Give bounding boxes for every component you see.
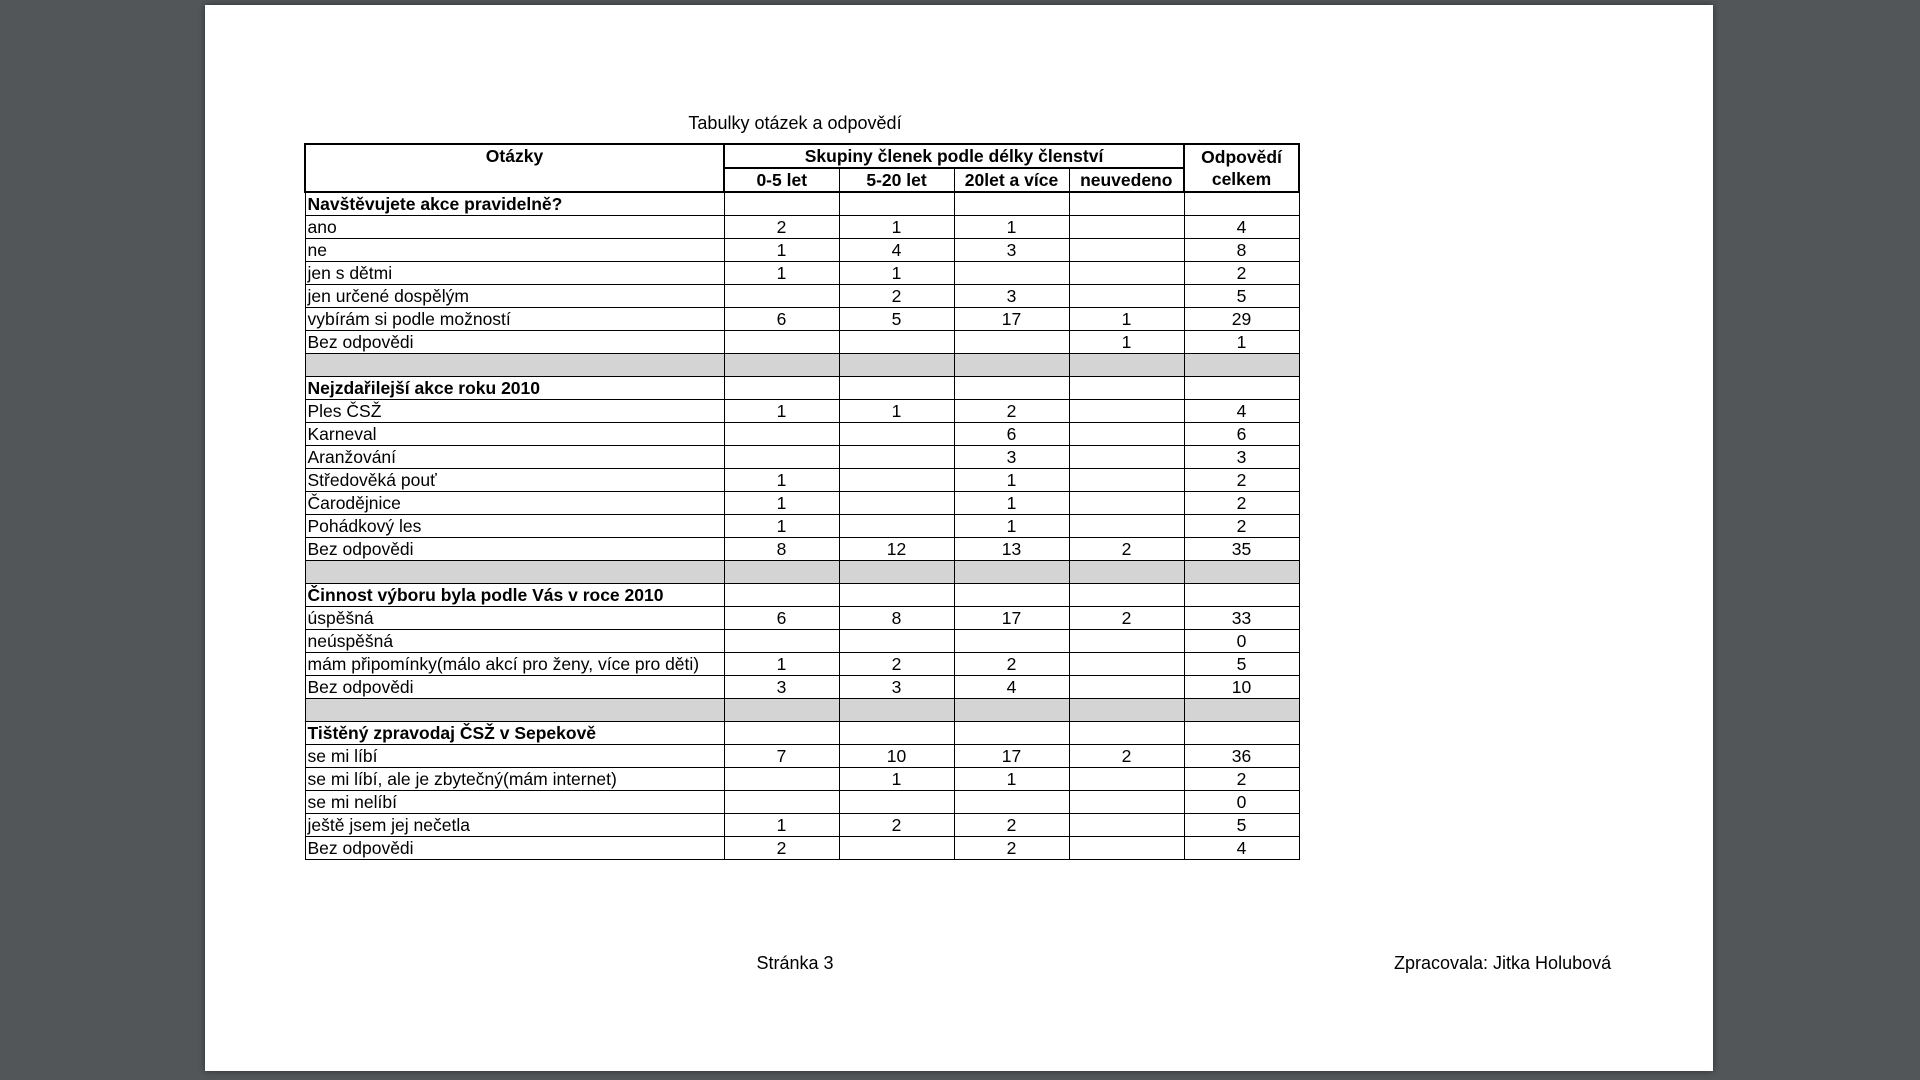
- count-cell: [724, 331, 839, 354]
- header-subgroup: 0-5 let: [724, 168, 839, 192]
- count-cell: [724, 446, 839, 469]
- count-cell: [1069, 492, 1184, 515]
- answer-label: jen určené dospělým: [305, 285, 724, 308]
- separator-cell: [305, 354, 724, 377]
- header-total: Odpovědí celkem: [1184, 144, 1299, 192]
- count-cell: 13: [954, 538, 1069, 561]
- table-row: [305, 308, 1299, 331]
- count-cell: 2: [954, 837, 1069, 860]
- table-row: [305, 607, 1299, 630]
- section-separator-row: [305, 561, 1299, 584]
- document-title: Tabulky otázek a odpovědí: [688, 113, 902, 133]
- answer-label: ano: [305, 216, 724, 239]
- answer-label: se mi líbí, ale je zbytečný(mám internet): [305, 768, 724, 791]
- empty-cell: [1069, 722, 1184, 745]
- count-cell: [1069, 285, 1184, 308]
- table-row: [305, 653, 1299, 676]
- empty-cell: [954, 722, 1069, 745]
- total-cell: 29: [1184, 308, 1299, 331]
- total-cell: 35: [1184, 538, 1299, 561]
- answer-label: Čarodějnice: [305, 492, 724, 515]
- section-title: Tištěný zpravodaj ČSŽ v Sepekově: [305, 722, 724, 745]
- count-cell: [1069, 515, 1184, 538]
- answer-label: úspěšná: [305, 607, 724, 630]
- total-cell: 33: [1184, 607, 1299, 630]
- section-title-row: [305, 192, 1299, 216]
- answer-label: ne: [305, 239, 724, 262]
- section-title: Činnost výboru byla podle Vás v roce 2010: [305, 584, 724, 607]
- count-cell: 1: [954, 469, 1069, 492]
- count-cell: [839, 837, 954, 860]
- total-cell: 4: [1184, 216, 1299, 239]
- table-row: [305, 262, 1299, 285]
- table-row: [305, 492, 1299, 515]
- count-cell: [1069, 469, 1184, 492]
- count-cell: 3: [954, 239, 1069, 262]
- answer-label: Bez odpovědi: [305, 331, 724, 354]
- table-row: [305, 469, 1299, 492]
- total-cell: 0: [1184, 791, 1299, 814]
- total-cell: 4: [1184, 400, 1299, 423]
- count-cell: [839, 630, 954, 653]
- total-cell: 3: [1184, 446, 1299, 469]
- answer-label: se mi líbí: [305, 745, 724, 768]
- count-cell: 12: [839, 538, 954, 561]
- count-cell: 4: [954, 676, 1069, 699]
- table-row: [305, 239, 1299, 262]
- empty-cell: [954, 192, 1069, 216]
- empty-cell: [839, 722, 954, 745]
- total-cell: 5: [1184, 653, 1299, 676]
- count-cell: 1: [1069, 308, 1184, 331]
- count-cell: [1069, 791, 1184, 814]
- table-row: [305, 630, 1299, 653]
- header-subgroup: 20let a více: [954, 168, 1069, 192]
- survey-table: [304, 143, 1300, 860]
- count-cell: [839, 515, 954, 538]
- empty-cell: [839, 377, 954, 400]
- count-cell: 2: [954, 814, 1069, 837]
- total-cell: 2: [1184, 515, 1299, 538]
- table-row: [305, 745, 1299, 768]
- count-cell: 2: [954, 400, 1069, 423]
- count-cell: 1: [954, 768, 1069, 791]
- empty-cell: [1184, 192, 1299, 216]
- answer-label: Pohádkový les: [305, 515, 724, 538]
- count-cell: [839, 446, 954, 469]
- total-cell: 36: [1184, 745, 1299, 768]
- count-cell: 17: [954, 745, 1069, 768]
- answer-label: neúspěšná: [305, 630, 724, 653]
- answer-label: jen s dětmi: [305, 262, 724, 285]
- count-cell: [839, 791, 954, 814]
- count-cell: [1069, 676, 1184, 699]
- total-cell: 4: [1184, 837, 1299, 860]
- count-cell: 1: [1069, 331, 1184, 354]
- table-row: [305, 400, 1299, 423]
- empty-cell: [724, 584, 839, 607]
- empty-cell: [1069, 584, 1184, 607]
- total-cell: 8: [1184, 239, 1299, 262]
- total-cell: 0: [1184, 630, 1299, 653]
- table-row: [305, 837, 1299, 860]
- answer-label: Bez odpovědi: [305, 837, 724, 860]
- separator-cell: [954, 354, 1069, 377]
- footer-page-number: Stránka 3: [756, 953, 834, 973]
- count-cell: [954, 262, 1069, 285]
- answer-label: ještě jsem jej nečetla: [305, 814, 724, 837]
- count-cell: 1: [954, 216, 1069, 239]
- count-cell: [724, 791, 839, 814]
- separator-cell: [954, 561, 1069, 584]
- document-page: [205, 5, 1713, 1071]
- count-cell: [954, 630, 1069, 653]
- answer-label: Bez odpovědi: [305, 676, 724, 699]
- count-cell: 2: [839, 814, 954, 837]
- count-cell: 1: [839, 768, 954, 791]
- table-row: [305, 538, 1299, 561]
- answer-label: mám připomínky(málo akcí pro ženy, více pro děti): [305, 653, 724, 676]
- count-cell: 1: [954, 515, 1069, 538]
- separator-cell: [839, 561, 954, 584]
- section-title-row: [305, 377, 1299, 400]
- separator-cell: [724, 561, 839, 584]
- total-cell: 2: [1184, 768, 1299, 791]
- count-cell: 2: [724, 837, 839, 860]
- answer-label: vybírám si podle možností: [305, 308, 724, 331]
- count-cell: 1: [724, 814, 839, 837]
- answer-label: se mi nelíbí: [305, 791, 724, 814]
- count-cell: [724, 768, 839, 791]
- table-row: [305, 216, 1299, 239]
- count-cell: 8: [839, 607, 954, 630]
- count-cell: 5: [839, 308, 954, 331]
- count-cell: 3: [839, 676, 954, 699]
- empty-cell: [1184, 722, 1299, 745]
- empty-cell: [839, 584, 954, 607]
- count-cell: 1: [724, 400, 839, 423]
- count-cell: 4: [839, 239, 954, 262]
- total-cell: 2: [1184, 469, 1299, 492]
- answer-label: Bez odpovědi: [305, 538, 724, 561]
- table-row: [305, 791, 1299, 814]
- table-row: [305, 676, 1299, 699]
- survey-table-body: [305, 192, 1299, 860]
- count-cell: 1: [724, 515, 839, 538]
- answer-label: Karneval: [305, 423, 724, 446]
- count-cell: 10: [839, 745, 954, 768]
- count-cell: [954, 791, 1069, 814]
- empty-cell: [724, 377, 839, 400]
- count-cell: 3: [954, 285, 1069, 308]
- empty-cell: [724, 722, 839, 745]
- count-cell: [1069, 239, 1184, 262]
- table-row: [305, 768, 1299, 791]
- count-cell: 6: [724, 308, 839, 331]
- header-subgroup: 5-20 let: [839, 168, 954, 192]
- count-cell: [1069, 423, 1184, 446]
- count-cell: 2: [1069, 607, 1184, 630]
- total-cell: 1: [1184, 331, 1299, 354]
- count-cell: [724, 630, 839, 653]
- answer-label: Aranžování: [305, 446, 724, 469]
- separator-cell: [1069, 354, 1184, 377]
- separator-cell: [1069, 561, 1184, 584]
- separator-cell: [305, 561, 724, 584]
- empty-cell: [1069, 377, 1184, 400]
- answer-label: Ples ČSŽ: [305, 400, 724, 423]
- count-cell: 6: [954, 423, 1069, 446]
- count-cell: [1069, 653, 1184, 676]
- empty-cell: [839, 192, 954, 216]
- total-cell: 2: [1184, 492, 1299, 515]
- count-cell: 1: [724, 262, 839, 285]
- table-row: [305, 446, 1299, 469]
- count-cell: 2: [1069, 538, 1184, 561]
- answer-label: Středověká pouť: [305, 469, 724, 492]
- count-cell: 8: [724, 538, 839, 561]
- separator-cell: [1069, 699, 1184, 722]
- count-cell: 7: [724, 745, 839, 768]
- separator-cell: [1184, 699, 1299, 722]
- count-cell: [1069, 446, 1184, 469]
- empty-cell: [724, 192, 839, 216]
- count-cell: 1: [839, 216, 954, 239]
- count-cell: 3: [724, 676, 839, 699]
- count-cell: 2: [954, 653, 1069, 676]
- count-cell: [1069, 262, 1184, 285]
- section-title-row: [305, 584, 1299, 607]
- count-cell: 2: [724, 216, 839, 239]
- section-separator-row: [305, 699, 1299, 722]
- count-cell: [724, 423, 839, 446]
- table-row: [305, 814, 1299, 837]
- table-row: [305, 331, 1299, 354]
- header-questions: Otázky: [305, 144, 724, 192]
- table-row: [305, 423, 1299, 446]
- count-cell: [1069, 630, 1184, 653]
- count-cell: 1: [954, 492, 1069, 515]
- total-cell: 5: [1184, 285, 1299, 308]
- separator-cell: [724, 354, 839, 377]
- total-cell: 10: [1184, 676, 1299, 699]
- count-cell: [839, 331, 954, 354]
- total-cell: 6: [1184, 423, 1299, 446]
- total-cell: 5: [1184, 814, 1299, 837]
- count-cell: [954, 331, 1069, 354]
- header-groups: Skupiny členek podle délky členství: [724, 144, 1184, 168]
- separator-cell: [305, 699, 724, 722]
- section-title: Navštěvujete akce pravidelně?: [305, 192, 724, 216]
- count-cell: [1069, 216, 1184, 239]
- table-row: [305, 515, 1299, 538]
- count-cell: [839, 492, 954, 515]
- count-cell: 3: [954, 446, 1069, 469]
- count-cell: 2: [839, 285, 954, 308]
- table-row: [305, 285, 1299, 308]
- separator-cell: [1184, 561, 1299, 584]
- separator-cell: [724, 699, 839, 722]
- count-cell: [839, 469, 954, 492]
- count-cell: 1: [839, 262, 954, 285]
- count-cell: [1069, 768, 1184, 791]
- count-cell: 1: [839, 400, 954, 423]
- separator-cell: [1184, 354, 1299, 377]
- empty-cell: [1069, 192, 1184, 216]
- count-cell: 6: [724, 607, 839, 630]
- footer-author: Zpracovala: Jitka Holubová: [1394, 953, 1612, 973]
- count-cell: 1: [724, 492, 839, 515]
- separator-cell: [839, 354, 954, 377]
- count-cell: [1069, 837, 1184, 860]
- count-cell: [724, 285, 839, 308]
- separator-cell: [954, 699, 1069, 722]
- count-cell: 1: [724, 653, 839, 676]
- count-cell: [1069, 400, 1184, 423]
- total-cell: 2: [1184, 262, 1299, 285]
- empty-cell: [1184, 584, 1299, 607]
- section-title-row: [305, 722, 1299, 745]
- empty-cell: [954, 377, 1069, 400]
- count-cell: 1: [724, 469, 839, 492]
- count-cell: 17: [954, 607, 1069, 630]
- header-subgroup: neuvedeno: [1069, 168, 1184, 192]
- count-cell: [1069, 814, 1184, 837]
- count-cell: 2: [839, 653, 954, 676]
- empty-cell: [1184, 377, 1299, 400]
- separator-cell: [839, 699, 954, 722]
- count-cell: [839, 423, 954, 446]
- empty-cell: [954, 584, 1069, 607]
- section-separator-row: [305, 354, 1299, 377]
- count-cell: 2: [1069, 745, 1184, 768]
- section-title: Nejzdařilejší akce roku 2010: [305, 377, 724, 400]
- count-cell: 17: [954, 308, 1069, 331]
- count-cell: 1: [724, 239, 839, 262]
